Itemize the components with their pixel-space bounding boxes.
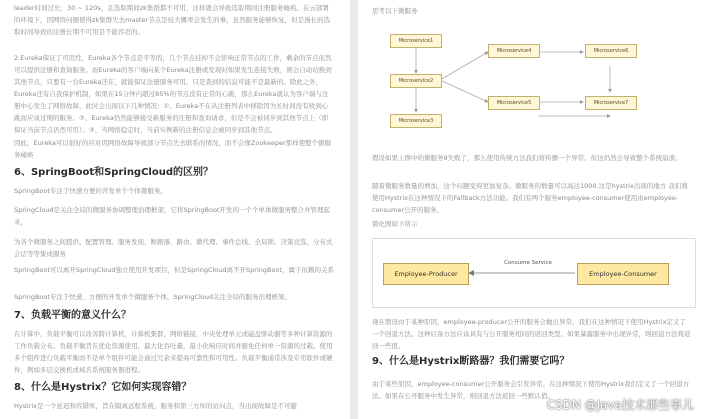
left-page xyxy=(0,0,350,419)
right-page xyxy=(358,0,706,419)
heading-load-balancing: 7、负载平衡的意义什么？ xyxy=(14,310,131,321)
diagram-node: Microservice3 xyxy=(390,114,442,128)
heading-circuit-breaker: 9、什么是Hystrix断路器？我们需要它吗？ xyxy=(372,356,570,367)
paragraph-springcloud: SpringCloud是关注全局的微服务协调整理治理框架，它将SpringBoot开发的一个个单体微服务整合并管理起来， xyxy=(14,206,330,226)
paragraph-load-balancing: 在计算中，负载平衡可以改善跨计算机，计算机集群，网络链接，中央处理单元或磁盘驱动器等多种计算资源的工作负载分布。负载平衡旨在优化资源使用，最大化吞吐量，最小化响应时间并避免任何单一资源的过载。使用多个组件进行负载平衡而不是单个组件可能会通过冗余来提高可靠性和可用性。负载平衡通常涉及专用软件或硬件，例如多层交换机或域名系统服务器进程。 xyxy=(14,330,333,374)
paragraph-summary: SpringBoot专注于快速、方便的开发单个微服务个体，SpringCloud关注全局的服务治理框架。 xyxy=(14,293,291,301)
heading-hystrix: 8、什么是Hystrix？它如何实现容错？ xyxy=(14,382,192,393)
caption-microservices: 思考以下微服务 xyxy=(372,7,418,15)
microservice-diagram xyxy=(378,22,688,140)
paragraph-hystrix: Hystrix是一个延迟和容错库，旨在隔离远程系统，服务和第三方库的访问点，当出现故障是不可避 xyxy=(14,402,297,410)
paragraph-complexity: 随着微服务数量的增加，这个问题变得更加复杂。微服务的数量可以高达1000.这是hystrix出现的地方 我们将使用Hystrix在这种情况下的Fallback方法功能。我们有两个服务employee-consumer使用由employee-consumer公开的服务。 xyxy=(372,182,688,214)
paragraph-circuit-breaker: 由于某些原因，employee-consumer公开服务会引发异常。在这种情况下使用Hystrix我们定义了一个回退方法。如果在公开服务中发生异常，则回退方法返回一些默认值。 xyxy=(372,380,690,400)
paragraph-services: 为各个微服务之间提供，配置管理、服务发现、断路器、路由、微代理、事件总线、全局锁、决策竞选、分布式会话等等集成服务 xyxy=(14,238,333,258)
consume-service-label: Consume Service xyxy=(504,260,552,266)
diagram-node: Microservice4 xyxy=(488,44,540,58)
paragraph-dependency: SpringBoot可以离开SpringCloud独立使用开发项目，但是SpringCloud离不开SpringBoot，属于依赖的关系 xyxy=(14,266,334,274)
employee-consumer-box: Employee-Consumer xyxy=(577,263,669,285)
paragraph-eureka-summary: 因此，Eureka可以很好的应对因网络故障导致部分节点失去联系的情况，而不会像Zookeeper那样使整个微服务瘫痪 xyxy=(14,139,332,159)
diagram-node: Microservice2 xyxy=(390,74,442,88)
diagram-node: Microservice1 xyxy=(390,34,442,48)
paragraph-eureka: 2.Eureka保证了可用性，Eureka各个节点是平等的，几个节点挂掉不会影响正常节点的工作，剩余的节点依然可以提供注册和查询服务。而Eureka的客户端向某个Eureka注册或发现时如果发生连接失败，则会自动切换到其他节点，只要有一台Eureka还在，就能保证注册服务可用，只是查到的信息可能不是最新的。除此之外，Eureka还有自我保护机制，如果在15分钟内超过85%的节点没有正常的心跳，那么Eureka就认为客户端与注册中心发生了网络故障，此时会出现以下几种情况：①、Eureka不在从注册列表中移除因为长时间没有收到心跳而应该过期的服务。②、Eureka仍然能够接受新服务的注册和查询请求，但是不会被同步到其他节点上（即保证当前节点仍然可用）。③、当网络稳定时，当前实例新的注册信息会被同步到其他节点。 xyxy=(14,54,332,134)
diagram-node: Microservice7 xyxy=(585,96,637,110)
caption-simplified: 简化图如下所示 xyxy=(372,220,418,228)
paragraph-failure: 假设如果上图中的微服务9失败了，那么使用传统方法我们将传播一个异常。但这仍然会导致整个系统崩溃。 xyxy=(372,154,682,162)
paragraph-springboot: SpringBoot专注于快速方便的开发单个个体微服务。 xyxy=(14,187,167,195)
producer-consumer-diagram xyxy=(372,238,696,308)
employee-producer-box: Employee-Producer xyxy=(383,263,469,285)
diagram-node: Microservice6 xyxy=(585,44,637,58)
diagram-node: Microservice5 xyxy=(488,96,540,110)
paragraph-fallback: 现在假设由于某种原因，employee-producer公开的服务会抛出异常。我们在这种情况下使用Hystrix定义了一个回退方法。这种后备方法应该具有与公开服务相同的返回类型。如果暴露服务中出现异常，则回退方法将返回一些值。 xyxy=(372,318,691,350)
paragraph-zk-leader: leader时间过长，30 ~ 120s，且选取期间zk集群都不可用，这样就会导致选取期间注册服务瘫痪。在云部署的环境下，因网络问题使得zk集群失去master节点是较大概率会发生的事，虽然服务能够恢复，但是漫长的选取时间导致的注册长期不可用是不能容忍的。 xyxy=(14,4,331,36)
csdn-watermark: CSDN @Java技术那些事儿 xyxy=(546,398,694,412)
heading-springboot-vs-springcloud: 6、SpringBoot和SpringCloud的区别？ xyxy=(14,167,214,178)
